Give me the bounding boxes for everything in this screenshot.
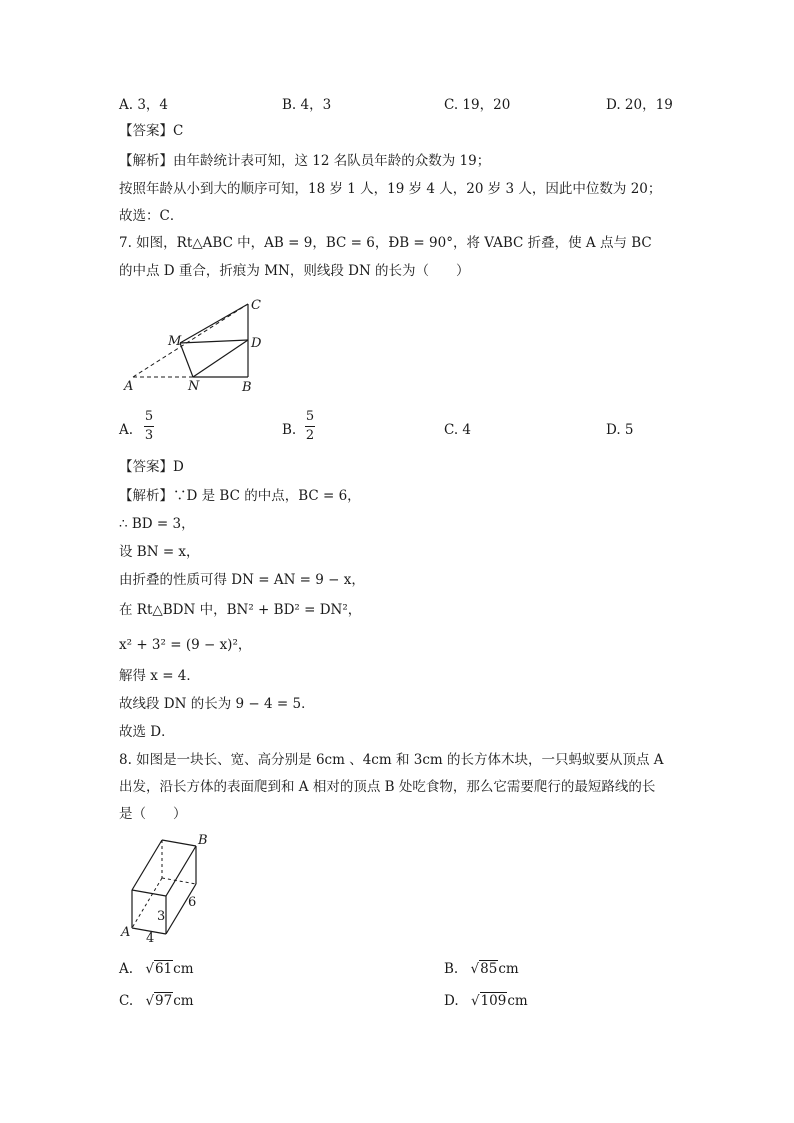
- q6-option-b: B. 4，3: [282, 97, 332, 113]
- prefix: C.: [119, 993, 134, 1009]
- q7-analysis-line-7: 解得 x = 4．: [119, 668, 200, 684]
- label-n: N: [188, 379, 200, 394]
- q7-option-d: D. 5: [606, 422, 634, 438]
- edge-front-top: [132, 890, 166, 896]
- unit: cm: [507, 993, 528, 1009]
- q7-answer: 【答案】D: [119, 459, 184, 475]
- segment-md: [180, 340, 248, 343]
- sqrt-icon: √97: [145, 993, 173, 1009]
- q6-option-d: D. 20，19: [606, 97, 673, 113]
- q8-option-a: [119, 960, 194, 978]
- q7-analysis-line-9: 故选 D．: [119, 724, 175, 740]
- q7-analysis-line-8: 故线段 DN 的长为 9 − 4 = 5．: [119, 696, 315, 712]
- label-height: 3: [157, 909, 166, 924]
- q8-stem-line-2: 出发，沿长方体的表面爬到和 A 相对的顶点 B 处吃食物，那么它需要爬行的最短路线的长: [119, 779, 656, 795]
- edge-back-top: [162, 840, 196, 846]
- label-width: 4: [146, 931, 155, 946]
- q7-option-b-prefix: B.: [282, 422, 297, 438]
- fraction-bar: [305, 426, 315, 427]
- q6-analysis-line-1: 【解析】由年龄统计表可知，这 12 名队员年龄的众数为 19；: [119, 153, 491, 169]
- label-c: C: [251, 298, 261, 313]
- q6-analysis-line-3: 故选：C．: [119, 208, 184, 224]
- q6-answer: 【答案】C: [119, 123, 184, 139]
- q8-cuboid-figure: [118, 830, 223, 948]
- edge-top-right: [166, 846, 196, 896]
- unit: cm: [173, 961, 194, 977]
- denominator: 2: [305, 428, 315, 443]
- q8-option-b: [444, 960, 519, 978]
- q6-option-a: A. 3，4: [119, 97, 169, 113]
- q6-analysis-line-2: 按照年龄从小到大的顺序可知，18 岁 1 人，19 岁 4 人，20 岁 3 人，因此中位数为 20；: [119, 181, 662, 197]
- q7-analysis-line-1: 【解析】∵D 是 BC 的中点，BC = 6，: [119, 488, 361, 504]
- label-length: 6: [188, 895, 197, 910]
- q7-analysis-line-5: 在 Rt△BDN 中，BN² + BD² = DN²，: [119, 602, 362, 618]
- q7-option-b-fraction: [300, 409, 320, 444]
- q8-stem-line-3: 是（ ）: [119, 806, 187, 822]
- q8-option-c: [119, 992, 194, 1010]
- q7-analysis-line-4: 由折叠的性质可得 DN = AN = 9 − x，: [119, 572, 365, 588]
- edge-hidden-bottom-back: [162, 878, 196, 884]
- unit: cm: [498, 961, 519, 977]
- q7-triangle-figure: [118, 292, 278, 397]
- segment-mc: [180, 304, 248, 343]
- q7-option-a-fraction: [139, 409, 159, 444]
- q7-option-a-prefix: A.: [119, 422, 134, 438]
- q7-stem-line-2: 的中点 D 重合，折痕为 MN，则线段 DN 的长为（ ）: [119, 263, 470, 279]
- radicand: 109: [480, 993, 507, 1009]
- sqrt-icon: √109: [470, 993, 507, 1009]
- prefix: A.: [119, 961, 134, 977]
- label-b: B: [198, 833, 208, 848]
- q6-option-c: C. 19，20: [444, 97, 511, 113]
- denominator: 3: [144, 428, 154, 443]
- label-a: A: [124, 379, 134, 394]
- label-m: M: [168, 334, 182, 349]
- unit: cm: [173, 993, 194, 1009]
- q7-stem-line-1: 7. 如图，Rt△ABC 中，AB = 9，BC = 6，ÐB = 90°，将 VABC 折叠，使 A 点与 BC: [119, 235, 652, 251]
- prefix: D.: [444, 993, 459, 1009]
- label-a: A: [121, 925, 131, 940]
- q7-analysis-line-2: ∴ BD = 3，: [119, 516, 195, 532]
- radicand: 97: [155, 993, 173, 1009]
- numerator: 5: [305, 409, 315, 424]
- edge-top-left: [132, 840, 162, 890]
- radicand: 61: [154, 961, 173, 977]
- q7-option-c: C. 4: [444, 422, 472, 438]
- q8-stem-line-1: 8. 如图是一块长、宽、高分别是 6cm 、4cm 和 3cm 的长方体木块，一只蚂蚁要从顶点 A: [119, 752, 664, 768]
- fraction-bar: [144, 426, 154, 427]
- q8-option-d: [444, 992, 528, 1010]
- radicand: 85: [480, 961, 498, 977]
- label-d: D: [251, 336, 262, 351]
- label-b: B: [242, 380, 252, 395]
- prefix: B.: [444, 961, 459, 977]
- numerator: 5: [144, 409, 154, 424]
- q7-analysis-line-6: x² + 3² = (9 − x)²，: [119, 637, 252, 653]
- sqrt-icon: √85: [470, 961, 498, 977]
- segment-mn: [180, 343, 193, 377]
- sqrt-icon: √61: [145, 961, 173, 977]
- q7-analysis-line-3: 设 BN = x，: [119, 544, 200, 560]
- segment-nd: [193, 340, 248, 377]
